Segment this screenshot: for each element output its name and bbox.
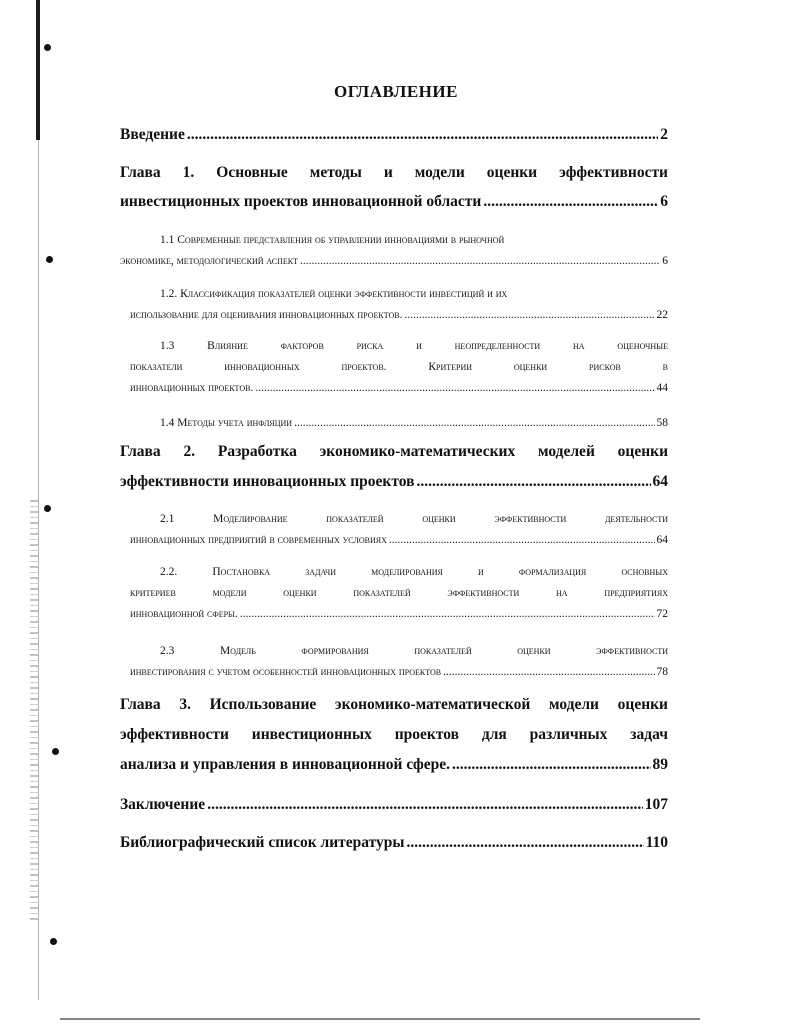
toc-entry-label: Заключение (120, 796, 206, 813)
toc-entry-label: Глава 3. Использование экономико-математической модели оценки (120, 696, 668, 713)
toc-entry-label: экономике, методологический аспект (120, 255, 299, 267)
toc-page-number: 78 (656, 666, 668, 678)
toc-entry-label: показатели инновационных проектов. Критерии оценки рисков в (130, 361, 668, 373)
toc-entry-label: инновационной сферы. (130, 608, 238, 620)
punch-hole (44, 505, 51, 512)
toc-page-number: 6 (662, 255, 668, 267)
toc-entry-intro[interactable] (120, 126, 668, 144)
toc-entry-section-1-3[interactable] (130, 340, 668, 394)
toc-page-number: 6 (660, 193, 668, 210)
toc-entry-label: эффективности инновационных проектов (120, 473, 415, 490)
scan-edge-line (38, 140, 39, 1000)
dot-leader (300, 255, 660, 267)
toc-entry-section-1-2[interactable] (130, 288, 668, 321)
toc-page-number: 89 (652, 756, 668, 773)
dot-leader (240, 608, 655, 620)
toc-entry-label: 1.4 Методы учета инфляции (160, 417, 293, 429)
toc-page-number: 110 (645, 834, 668, 851)
scan-edge-noise (30, 500, 38, 920)
toc-page-number: 72 (656, 608, 668, 620)
toc-entry-label: инвестирования с учетом особенностей инновационных проектов (130, 666, 442, 678)
dot-leader (405, 309, 655, 321)
toc-page-number: 22 (656, 309, 668, 321)
toc-page-number: 64 (656, 534, 668, 546)
dot-leader (255, 382, 654, 394)
toc-entry-label: Глава 2. Разработка экономико-математических моделей оценки (120, 443, 668, 460)
dot-leader (207, 796, 643, 814)
toc-entry-label: 1.3 Влияние факторов риска и неопределенности на оценочные (160, 340, 668, 352)
toc-page-number: 44 (656, 382, 668, 394)
toc-page-number: 2 (660, 126, 668, 143)
toc-entry-chapter-3[interactable] (120, 696, 668, 774)
punch-hole (46, 256, 53, 263)
dot-leader (452, 756, 651, 774)
punch-hole (50, 938, 57, 945)
toc-entry-section-2-2[interactable] (130, 566, 668, 620)
toc-entry-label: инвестиционных проектов инновационной области (120, 193, 482, 210)
toc-entry-label: Введение (120, 126, 185, 143)
toc-entry-label: анализа и управления в инновационной сфере. (120, 756, 450, 773)
toc-page-number: 58 (656, 417, 668, 429)
dot-leader (443, 666, 654, 678)
toc-entry-section-1-1[interactable] (120, 234, 668, 267)
toc-entry-label: инновационных проектов. (130, 382, 254, 394)
toc-page-number: 107 (644, 796, 668, 813)
dot-leader (187, 126, 658, 144)
toc-entry-label: Библиографический список литературы (120, 834, 405, 851)
toc-entry-label: 2.3 Модель формирования показателей оценки эффективности (160, 645, 668, 657)
dot-leader (389, 534, 655, 546)
toc-entry-label: Глава 1. Основные методы и модели оценки эффективности (120, 164, 668, 181)
dot-leader (483, 193, 658, 211)
toc-entry-section-2-1[interactable] (130, 513, 668, 546)
toc-page-number: 64 (652, 473, 668, 490)
toc-entry-chapter-2[interactable] (120, 443, 668, 491)
toc-entry-label: критериев модели оценки показателей эффективности на предприятиях (130, 587, 668, 599)
scan-bottom-line (60, 1018, 700, 1020)
punch-hole (44, 44, 51, 51)
dot-leader (417, 473, 651, 491)
toc-entry-bibliography[interactable] (120, 834, 668, 852)
page-title: ОГЛАВЛЕНИЕ (334, 82, 458, 101)
toc-entry-label: 2.1 Моделирование показателей оценки эффективности деятельности (160, 513, 668, 525)
toc-entry-label: 1.1 Современные представления об управлении инновациями в рыночной (160, 234, 505, 246)
dot-leader (294, 417, 654, 429)
toc-entry-label: использование для оценивания инновационных проектов. (130, 309, 403, 321)
toc-entry-label: 1.2. Классификация показателей оценки эффективности инвестиций и их (160, 288, 508, 300)
toc-entry-chapter-1[interactable] (120, 164, 668, 211)
toc-entry-section-1-4[interactable] (130, 417, 668, 429)
dot-leader (407, 834, 644, 852)
toc-entry-conclusion[interactable] (120, 796, 668, 814)
toc-entry-label: инновационных предприятий в современных условиях (130, 534, 387, 546)
scan-edge-bar (36, 0, 40, 140)
toc-entry-label: 2.2. Постановка задачи моделирования и формализация основных (160, 566, 668, 578)
toc-entry-section-2-3[interactable] (130, 645, 668, 678)
toc-entry-label: эффективности инвестиционных проектов для различных задач (120, 726, 668, 743)
punch-hole (52, 748, 59, 755)
